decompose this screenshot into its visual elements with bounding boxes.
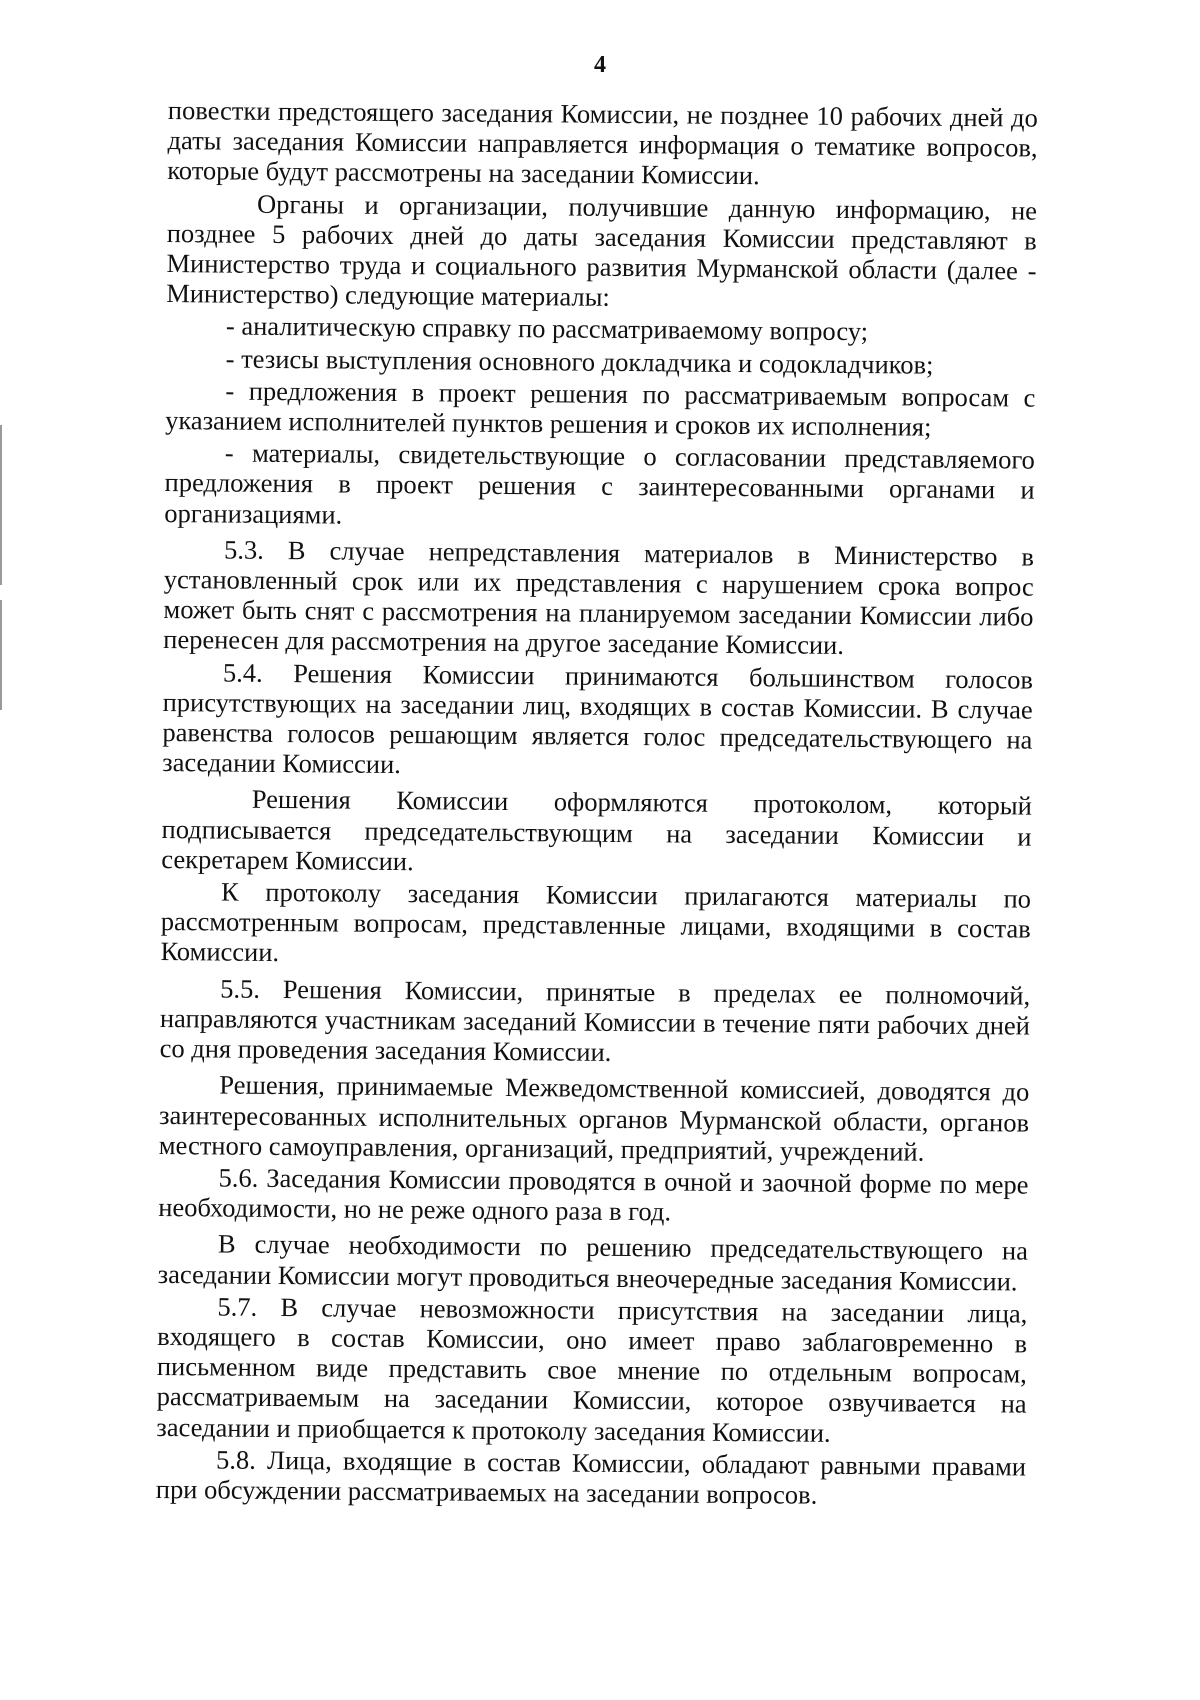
paragraph: Решения, принимаемые Межведомственной комиссией, доводятся до заинтересованных исполнительных органов Мурманской области, органов местного самоуправления, организаций, предприятий, учреждений. (158, 1069, 1030, 1167)
paragraph: К протоколу заседания Комиссии прилагаются материалы по рассмотренным вопросам, представленные лицами, входящими в состав Комиссии. (160, 876, 1032, 968)
list-item: - тезисы выступления основного докладчика и содокладчиков; (225, 343, 934, 380)
paragraph: Органы и организации, получившие данную информацию, не позднее 5 рабочих дней до даты заседания Комиссии представляют в Министерство труда и социального развития Мурманской области (далее - Министерство) следующие материалы: (166, 188, 1038, 313)
list-item: - материалы, свидетельствующие о согласовании представляемого предложения в проект решения с заинтересованными органами и организациями. (164, 437, 1035, 530)
list-item: - предложения в проект решения по рассматриваемым вопросам с указанием исполнителей пунктов решения и сроков их исполнения; (165, 375, 1036, 442)
paragraph: 5.8. Лица, входящие в состав Комиссии, обладают равными правами при обсуждении рассматриваемых на заседании вопросов. (155, 1444, 1027, 1510)
paragraph: Решения Комиссии оформляются протоколом, который подписывается председательствующим на заседании Комиссии и секретарем Комиссии. (161, 784, 1032, 877)
paragraph: В случае необходимости по решению председательствующего на заседании Комиссии могут проводиться внеочередные заседания Комиссии. (157, 1228, 1029, 1296)
paragraph: 5.3. В случае непредставления материалов в Министерство в установленный срок или их представления с нарушением срока вопрос может быть снят с рассмотрения на планируемом заседании Комиссии либо перенесен для рассмотрения на другое заседание Комиссии. (163, 534, 1035, 661)
scan-edge-mark (0, 425, 2, 585)
paragraph: 5.6. Заседания Комиссии проводятся в очной и заочной форме по мере необходимости, но не реже одного раза в год. (158, 1162, 1029, 1227)
paragraph: 5.7. В случае невозможности присутствия на заседании лица, входящего в состав Комиссии, оно имеет право заблаговременно в письменном виде представить свое мнение по отдельным вопросам, рассматриваемым на заседании Комиссии, которое озвучивается на заседании и приобщается к протоколу заседания Комиссии. (156, 1291, 1028, 1448)
paragraph: повестки предстоящего заседания Комиссии, не позднее 10 рабочих дней до даты заседания Комиссии направляется информация о тематике вопросов, которые будут рассмотрены на заседании Комиссии. (167, 95, 1038, 191)
paragraph: 5.4. Решения Комиссии принимаются большинством голосов присутствующих на заседании лиц, входящих в состав Комиссии. В случае равенства голосов решающим является голос председательствующего на заседании Комиссии. (162, 657, 1034, 780)
scan-edge-mark (0, 600, 2, 710)
list-item: - аналитическую справку по рассматриваемому вопросу; (225, 310, 869, 347)
paragraph: 5.5. Решения Комиссии, принятые в пределах ее полномочий, направляются участникам заседаний Комиссии в течение пяти рабочих дней со дня проведения заседания Комиссии. (159, 973, 1031, 1067)
page-number: 4 (594, 52, 606, 78)
document-body (156, 95, 1038, 1514)
